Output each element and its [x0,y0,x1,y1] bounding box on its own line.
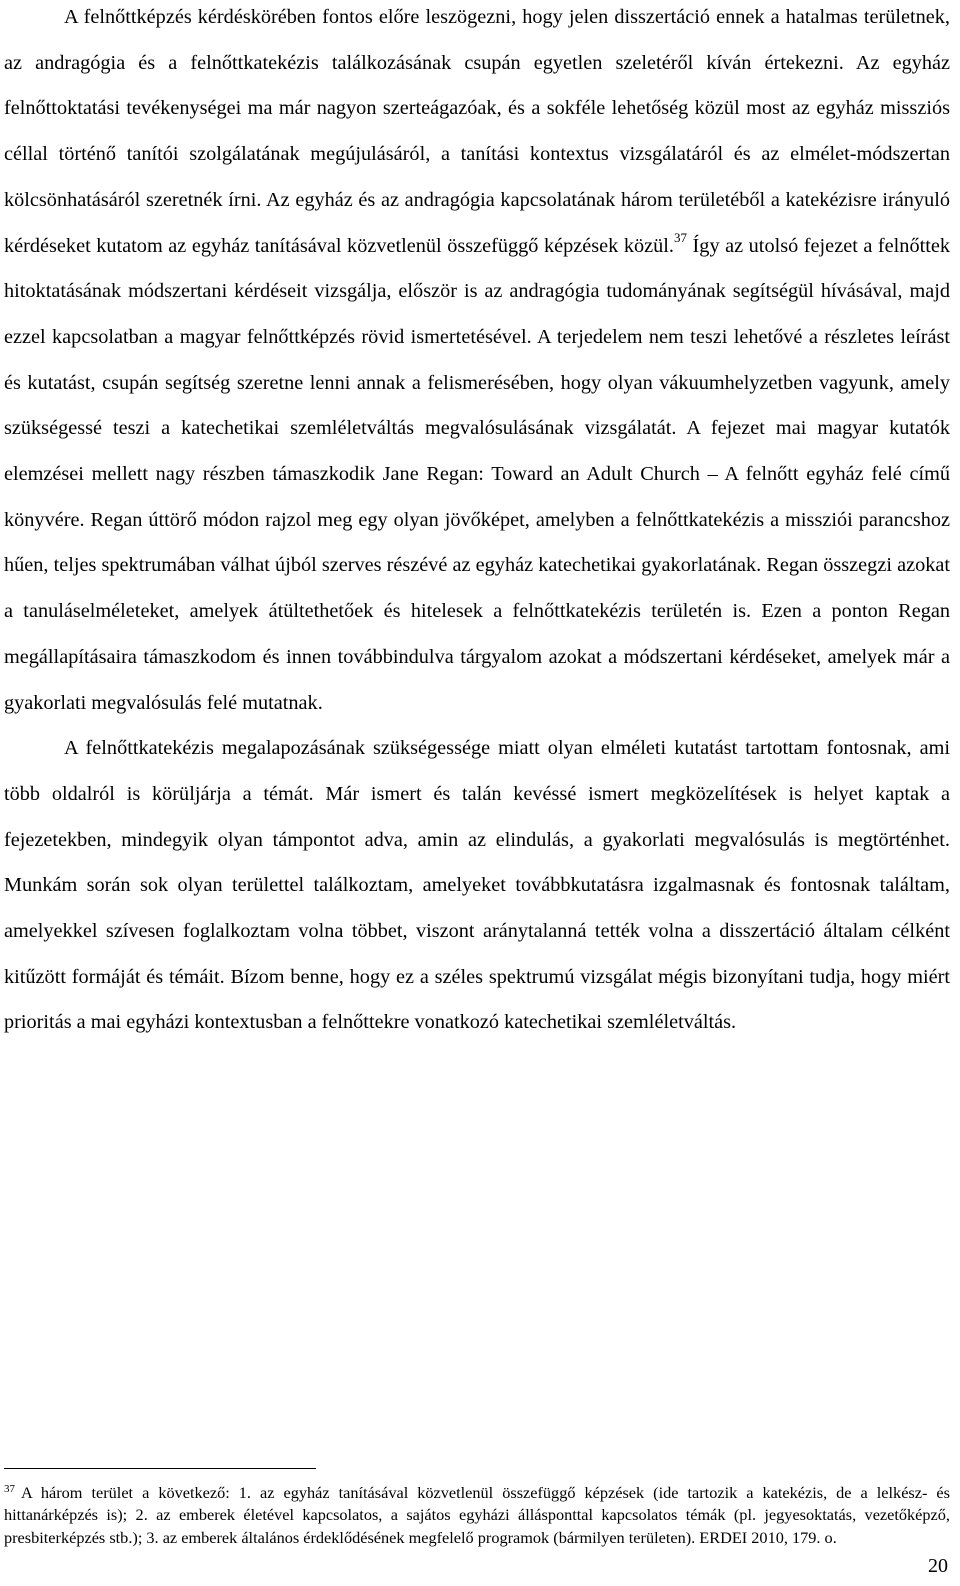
paragraph-2: A felnőttkatekézis megalapozásának szükségessége miatt olyan elméleti kutatást tartottam fontosnak, ami több oldalról is körüljárja a témát. Már ismert és talán kevéssé ismert megközelítések is helyet kaptak a fejezetekben, mindegyik olyan támpontot adva, amin az elindulás, a gyakorlati megvalósulás is megtörténhet. Munkám során sok olyan területtel találkoztam, amelyeket továbbkutatásra izgalmasnak és fontosnak találtam, amelyekkel szívesen foglalkoztam volna többet, viszont aránytalanná tették volna a disszertáció általam célként kitűzött formáját és témáit. Bízom benne, hogy ez a széles spektrumú vizsgálat mégis bizonyítani tudja, hogy miért prioritás a mai egyházi kontextusban a felnőttekre vonatkozó katechetikai szemléletváltás. [4,737,950,1034]
footnote-number: 37 [4,1482,15,1495]
footnote-reference[interactable]: 37 [674,229,687,245]
paragraph-1 [4,0,950,726]
footnote-text: A három terület a következő: 1. az egyház tanításával közvetlenül összefüggő képzések (ide tartozik a katekézis, de a lelkész- és hittanárképzés is); 2. az emberek életével kapcsolatos, a sajátos egyházi állásponttal kapcsolatos témák (pl. jegyesoktatás, vezetőképző, presbiterképzés stb.); 3. az emberek általános érdeklődésének megfelelő programok (bármilyen területen). ERDEI 2010, 179. o. [4,1483,950,1547]
footnote [4,1482,950,1549]
paragraph-1-text-b: Így az utolsó fejezet a felnőttek hitoktatásának módszertani kérdéseit vizsgálja, először is az andragógia tudományának segítségül hívásával, majd ezzel kapcsolatban a magyar felnőttképzés rövid ismertetésével. A terjedelem nem teszi lehetővé a részletes leírást és kutatást, csupán segítség szeretne lenni annak a felismerésében, hogy olyan vákuumhelyzetben vagyunk, amely szükségessé teszi a katechetikai szemléletváltás megvalósulásának vizsgálatát. A fejezet mai magyar kutatók elemzései mellett nagy részben támaszkodik Jane Regan: Toward an Adult Church ‒ A felnőtt egyház felé című könyvére. Regan úttörő módon rajzol meg egy olyan jövőképet, amelyben a felnőttkatekézis a missziói parancshoz hűen, teljes spektrumában válhat újból szerves részévé az egyház katechetikai gyakorlatának. Regan összegzi azokat a tanuláselméleteket, amelyek átültethetőek és hitelesek a felnőttkatekézis területén is. Ezen a ponton Regan megállapításaira támaszkodom és innen továbbindulva tárgyalom azokat a módszertani kérdéseket, amelyek már a gyakorlati megvalósulás felé mutatnak. [4,234,950,714]
footnote-separator [4,1468,316,1469]
page-number: 20 [928,1555,948,1577]
paragraph-1-text-a: A felnőttképzés kérdéskörében fontos előre leszögezni, hogy jelen disszertáció ennek a hatalmas területnek, az andragógia és a felnőttkatekézis találkozásának csupán egyetlen szeletéről kíván értekezni. Az egyház felnőttoktatási tevékenységei ma már nagyon szerteágazóak, és a sokféle lehetőség közül most az egyház missziós céllal történő tanítói szolgálatának megújulásáról, a tanítási kontextus vizsgálatáról és az elmélet-módszertan kölcsönhatásáról szeretnék írni. Az egyház és az andragógia kapcsolatának három területéből a katekézisre irányuló kérdéseket kutatom az egyház tanításával közvetlenül összefüggő képzések közül. [4,6,950,257]
document-page [4,0,950,1046]
